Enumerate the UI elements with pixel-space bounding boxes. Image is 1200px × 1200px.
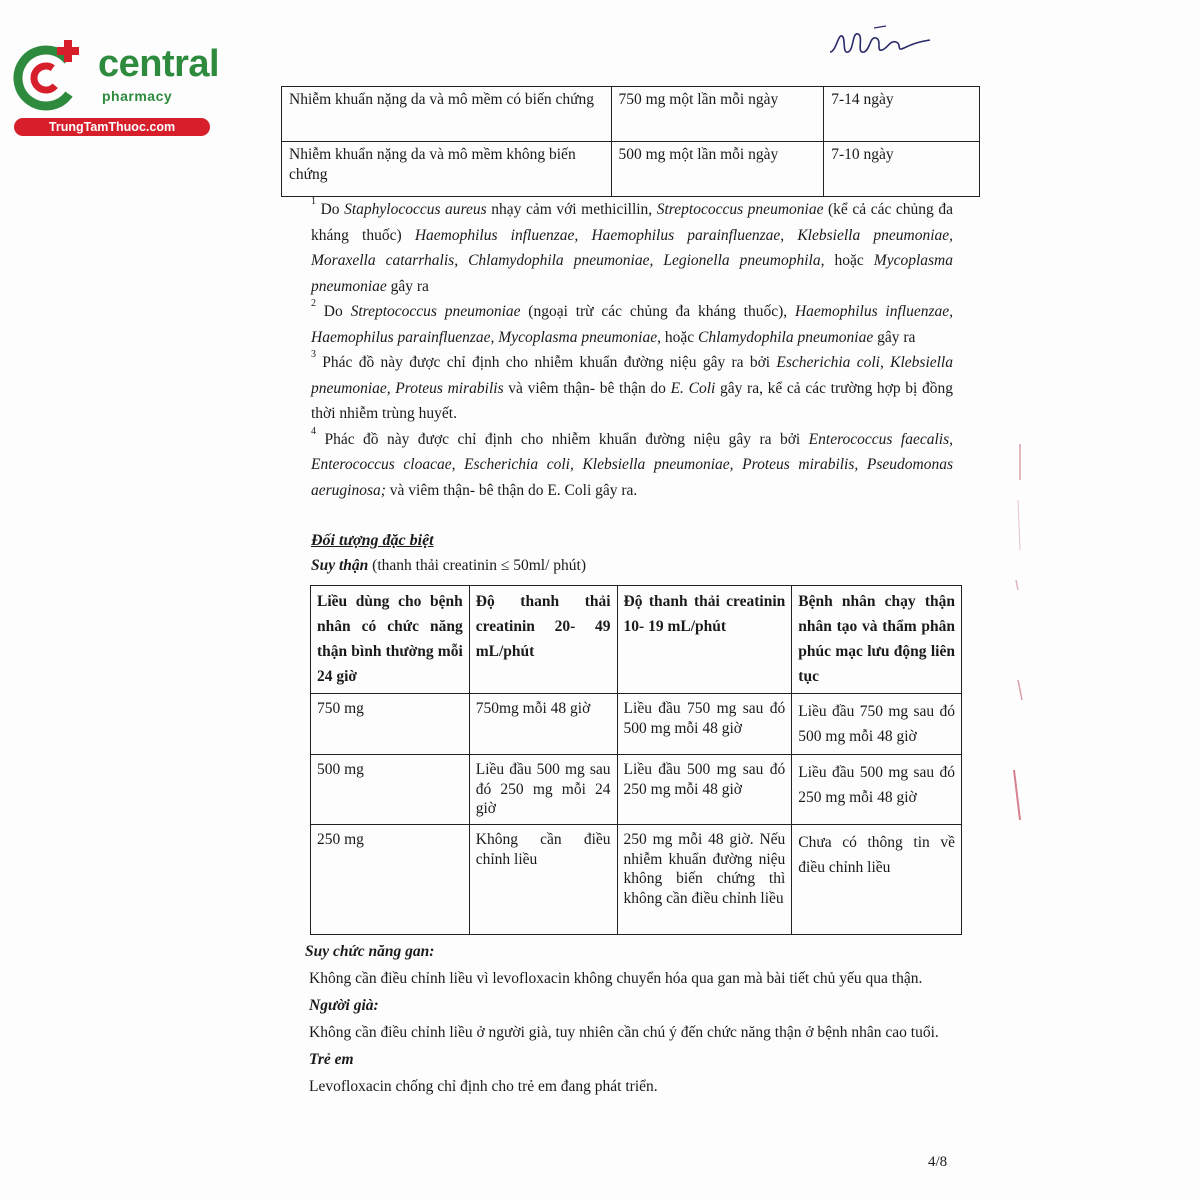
table-cell: 750mg mỗi 48 giờ	[469, 694, 617, 755]
footnote-mark: 3	[311, 349, 316, 360]
table-row	[282, 87, 980, 142]
table-cell: 250 mg mỗi 48 giờ. Nếu nhiễm khuẩn đường niệu không biến chứng thì không cần điều chỉnh liều	[617, 825, 792, 935]
central-pharmacy-logo[interactable]	[12, 38, 220, 138]
column-header: Độ thanh thải creatinin 10- 19 mL/phút	[617, 586, 792, 694]
species-name: E. Coli	[670, 379, 716, 397]
footnote-3	[311, 350, 953, 427]
duration-cell: 7-10 ngày	[824, 142, 980, 197]
logo-sub-text: pharmacy	[102, 88, 173, 104]
table-cell: Liều đầu 500 mg sau đó 250 mg mỗi 24 giờ	[469, 755, 617, 825]
species-name: Streptococcus pneumoniae	[350, 303, 521, 320]
indication-cell: Nhiễm khuẩn nặng da và mô mềm không biến chứng	[282, 142, 612, 197]
footnote-2	[311, 299, 953, 350]
footnote-4	[311, 427, 953, 504]
footnote-text: gây ra	[386, 277, 429, 295]
species-name: Staphylococcus aureus	[344, 201, 487, 218]
children-text: Levofloxacin chống chỉ định cho trẻ em đang phát triển.	[309, 1078, 658, 1095]
species-name: Haemophilus influenzae, Haemophilus parainfluenzae, Mycoplasma pneumoniae	[311, 303, 953, 346]
renal-label: Suy thận	[311, 557, 369, 574]
footnote-text: (kể cả các chủng đa kháng thuốc)	[311, 201, 953, 244]
footnote-mark: 4	[311, 425, 316, 437]
footnote-text: và viêm thận- bê thận do	[503, 379, 671, 397]
special-populations-text	[305, 938, 954, 1100]
table-cell: 750 mg	[311, 694, 470, 755]
logo-brand-text: central	[98, 43, 220, 85]
children-heading: Trẻ em	[309, 1051, 354, 1068]
species-name: Haemophilus influenzae, Haemophilus parainfluenzae, Klebsiella pneumoniae, Moraxella catarrhalis, Chlamydophila pneumoniae, Legionella pneumophila,	[311, 226, 954, 269]
footnote-text: và viêm thận- bê thận do E. Coli gây ra.	[385, 481, 638, 499]
footnote-text: (ngoại trừ các chủng đa kháng thuốc),	[520, 303, 795, 320]
page-number: 4/8	[928, 1154, 948, 1170]
table-cell: Liều đầu 750 mg sau đó 500 mg mỗi 48 giờ	[792, 694, 962, 755]
table-cell: Không cần điều chỉnh liều	[469, 825, 617, 935]
table-cell: Liều đầu 500 mg sau đó 250 mg mỗi 48 giờ	[617, 755, 792, 825]
footnotes	[311, 197, 953, 503]
dose-cell: 750 mg một lần mỗi ngày	[611, 87, 824, 142]
table-cell: 500 mg	[311, 755, 470, 825]
table-row	[311, 755, 962, 825]
indication-cell: Nhiễm khuẩn nặng da và mô mềm có biến chứng	[282, 87, 612, 142]
section-title: Đối tượng đặc biệt	[311, 532, 434, 549]
liver-text: Không cần điều chỉnh liều vì levofloxacin không chuyển hóa qua gan mà bài tiết chủ yếu qua thận.	[309, 970, 923, 987]
species-name: Mycoplasma pneumoniae	[311, 252, 953, 295]
logo-mark-icon	[12, 38, 88, 114]
elderly-heading: Người già:	[309, 997, 379, 1014]
footnote-mark: 2	[311, 298, 316, 309]
logo-url-link[interactable]: TrungTamThuoc.com	[14, 118, 210, 136]
column-header: Liều dùng cho bệnh nhân có chức năng thận bình thường mỗi 24 giờ	[311, 586, 470, 694]
footnote-text: nhạy cảm với methicillin,	[486, 201, 657, 218]
table-row	[311, 694, 962, 755]
column-header: Độ thanh thải creatinin 20- 49 mL/phút	[469, 586, 617, 694]
table-cell: Liều đầu 500 mg sau đó 250 mg mỗi 48 giờ	[792, 755, 962, 825]
footnote-text: Do	[316, 303, 351, 320]
renal-subtitle	[311, 557, 586, 575]
footnote-text: Phác đồ này được chỉ định cho nhiễm khuẩn đường niệu gây ra bởi	[316, 354, 777, 371]
dose-cell: 500 mg một lần mỗi ngày	[611, 142, 824, 197]
species-name: Enterococcus faecalis, Enterococcus cloacae, Escherichia coli, Klebsiella pneumoniae, Proteus mirabilis, Pseudomonas aeruginosa;	[311, 430, 953, 499]
table-cell: 250 mg	[311, 825, 470, 935]
species-name: Chlamydophila pneumoniae	[698, 328, 874, 346]
footnote-text: , hoặc	[657, 328, 699, 346]
table-header-row	[311, 586, 962, 694]
species-name: Escherichia coli, Klebsiella pneumoniae, Proteus mirabilis	[311, 354, 953, 397]
footnote-text: Do	[316, 201, 345, 218]
table-row	[282, 142, 980, 197]
table-cell: Liều đầu 750 mg sau đó 500 mg mỗi 48 giờ	[617, 694, 792, 755]
handwritten-signature	[826, 22, 936, 62]
footnote-text: hoặc	[824, 252, 874, 269]
liver-heading: Suy chức năng gan:	[305, 943, 435, 960]
column-header: Bệnh nhân chạy thận nhân tạo và thẩm phân phúc mạc lưu động liên tục	[792, 586, 962, 694]
dosage-table	[281, 86, 980, 197]
duration-cell: 7-14 ngày	[824, 87, 980, 142]
table-row	[311, 825, 962, 935]
stamp-marks	[1008, 440, 1028, 840]
elderly-text: Không cần điều chỉnh liều ở người già, tuy nhiên cần chú ý đến chức năng thận ở bệnh nhân cao tuổi.	[309, 1024, 939, 1041]
footnote-1	[311, 197, 953, 299]
species-name: Streptococcus pneumoniae	[656, 201, 824, 218]
footnote-text: gây ra	[873, 328, 916, 346]
renal-note: (thanh thải creatinin ≤ 50ml/ phút)	[368, 557, 587, 574]
table-cell: Chưa có thông tin về điều chỉnh liều	[792, 825, 962, 935]
footnote-text: Phác đồ này được chỉ định cho nhiễm khuẩn đường niệu gây ra bởi	[316, 430, 809, 448]
renal-dosage-table	[310, 585, 962, 935]
footnote-mark: 1	[311, 196, 316, 207]
footnote-text: gây ra, kể cả các trường hợp bị đồng thời nhiễm trùng huyết.	[311, 379, 953, 422]
